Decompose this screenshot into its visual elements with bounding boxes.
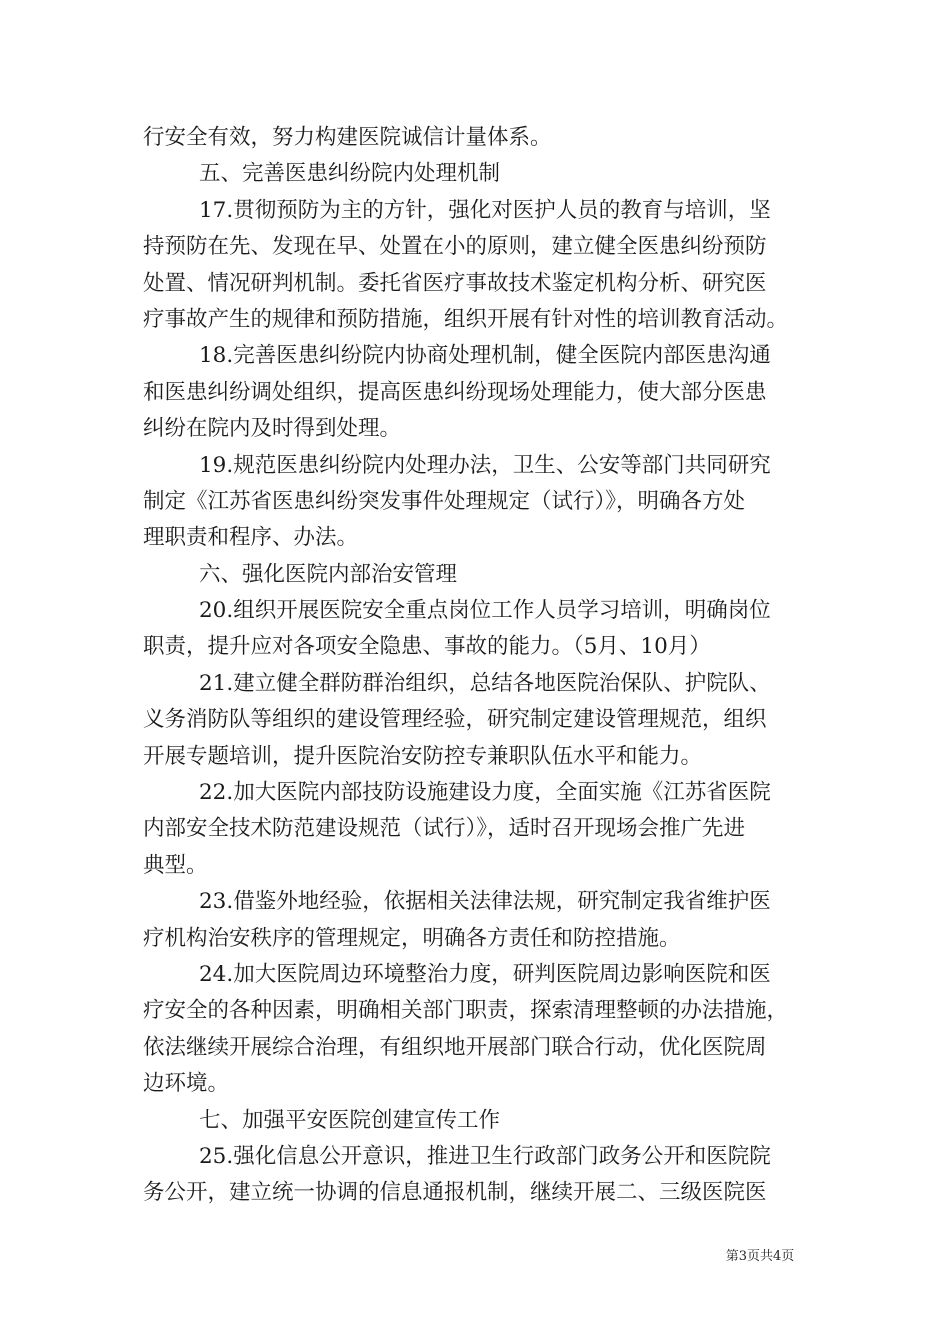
text-line: 处置、情况研判机制。委托省医疗事故技术鉴定机构分析、研究医 xyxy=(143,270,767,296)
document-body xyxy=(143,120,807,1212)
text-line: 五、完善医患纠纷院内处理机制 xyxy=(199,161,501,187)
text-line: 疗事故产生的规律和预防措施，组织开展有针对性的培训教育活动。 xyxy=(143,306,789,332)
text-line: 17.贯彻预防为主的方针，强化对医护人员的教育与培训，坚 xyxy=(199,197,771,223)
text-line: 职责，提升应对各项安全隐患、事故的能力。（5月、10月） xyxy=(143,634,711,660)
text-line: 和医患纠纷调处组织，提高医患纠纷现场处理能力，使大部分医患 xyxy=(143,379,767,405)
text-line: 18.完善医患纠纷院内协商处理机制，健全医院内部医患沟通 xyxy=(199,343,771,369)
text-line: 行安全有效，努力构建医院诚信计量体系。 xyxy=(143,125,552,150)
text-line: 21.建立健全群防群治组织，总结各地医院治保队、护院队、 xyxy=(199,670,771,696)
text-line: 22.加大医院内部技防设施建设力度，全面实施《江苏省医院 xyxy=(199,780,771,806)
text-line: 19.规范医患纠纷院内处理办法，卫生、公安等部门共同研究 xyxy=(199,452,771,478)
text-line: 24.加大医院周边环境整治力度，研判医院周边影响医院和医 xyxy=(199,961,771,987)
text-line: 依法继续开展综合治理，有组织地开展部门联合行动，优化医院周 xyxy=(143,1034,767,1060)
text-line: 持预防在先、发现在早、处置在小的原则，建立健全医患纠纷预防 xyxy=(143,234,767,260)
text-line: 典型。 xyxy=(143,852,208,878)
text-line: 25.强化信息公开意识，推进卫生行政部门政务公开和医院院 xyxy=(199,1143,771,1169)
text-line: 开展专题培训，提升医院治安防控专兼职队伍水平和能力。 xyxy=(143,743,703,769)
text-line: 纠纷在院内及时得到处理。 xyxy=(143,416,402,442)
text-line: 疗机构治安秩序的管理规定，明确各方责任和防控措施。 xyxy=(143,925,681,951)
text-line: 六、强化医院内部治安管理 xyxy=(199,561,458,587)
text-line: 义务消防队等组织的建设管理经验，研究制定建设管理规范，组织 xyxy=(143,707,767,733)
text-line: 内部安全技术防范建设规范（试行）》，适时召开现场会推广先进 xyxy=(143,816,746,842)
page-footer: 第3页共4页 xyxy=(725,1249,795,1264)
text-line: 理职责和程序、办法。 xyxy=(143,525,359,551)
text-line: 务公开，建立统一协调的信息通报机制，继续开展二、三级医院医 xyxy=(143,1180,767,1206)
text-line: 疗安全的各种因素，明确相关部门职责，探索清理整顿的办法措施， xyxy=(143,998,789,1024)
text-line: 七、加强平安医院创建宣传工作 xyxy=(199,1107,501,1133)
text-line: 边环境。 xyxy=(143,1071,230,1097)
text-line: 制定《江苏省医患纠纷突发事件处理规定（试行）》，明确各方处 xyxy=(143,488,746,514)
text-line: 20.组织开展医院安全重点岗位工作人员学习培训，明确岗位 xyxy=(199,598,771,624)
text-line: 23.借鉴外地经验，依据相关法律法规，研究制定我省维护医 xyxy=(199,889,771,915)
